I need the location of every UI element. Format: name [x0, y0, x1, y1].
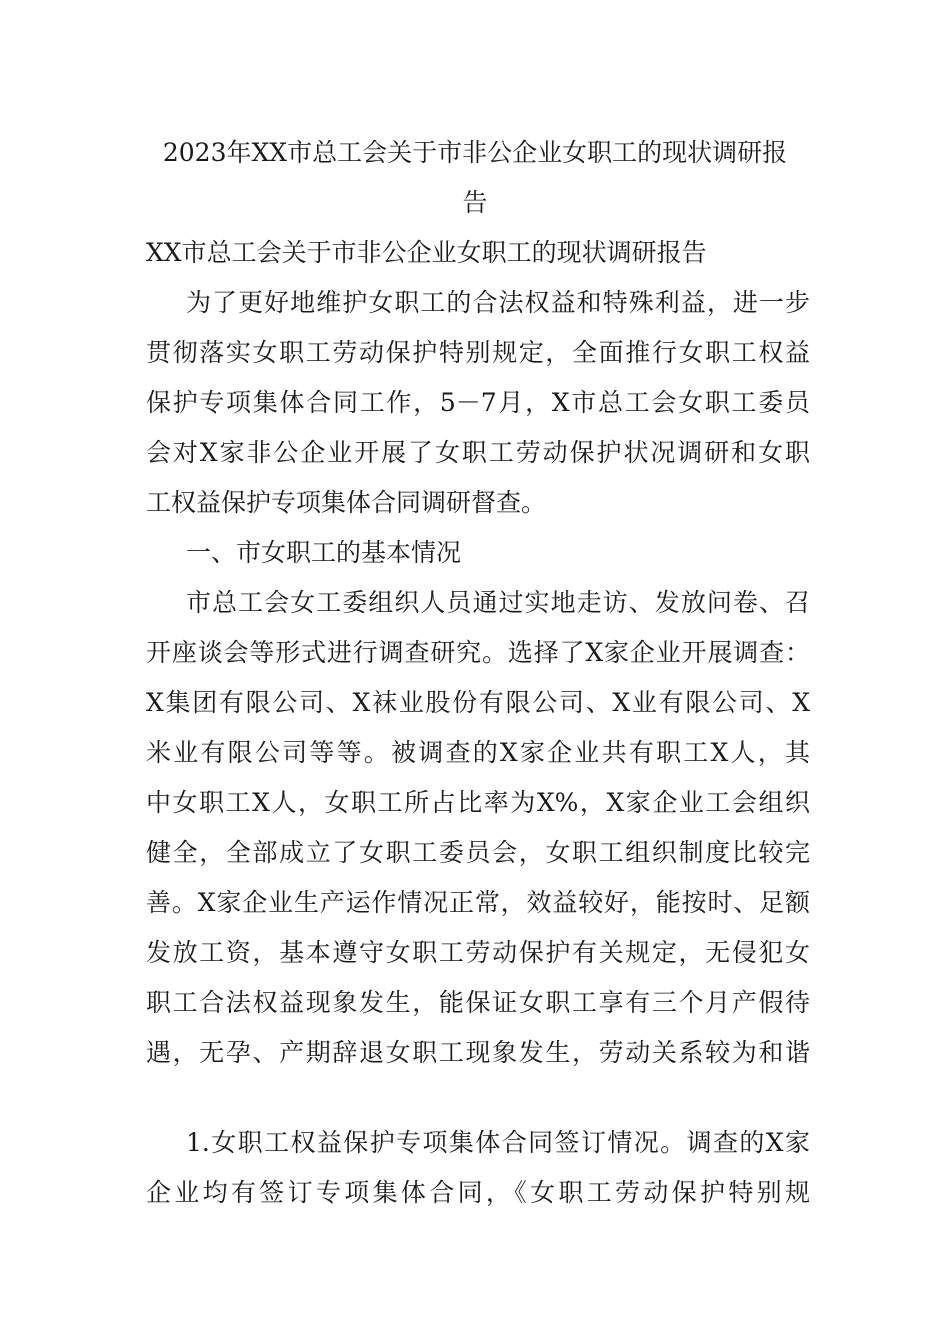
paragraph-1-line-5: 工权益保护专项集体合同调研督查。: [146, 488, 547, 517]
document-title: [120, 128, 830, 228]
paragraph-2-line-9: 职工合法权益现象发生，能保证女职工享有三个月产假待: [146, 988, 810, 1017]
paragraph-1-line-4: 会对X家非公企业开展了女职工劳动保护状况调研和女职: [146, 438, 810, 467]
title-line-1: 2023年XX市总工会关于市非公企业女职工的现状调研报: [162, 138, 788, 167]
paragraph-2-line-3: X集团有限公司、X袜业股份有限公司、X业有限公司、X: [146, 688, 810, 717]
paragraph-2-line-2: 开座谈会等形式进行调查研究。选择了X家企业开展调查：: [146, 638, 810, 667]
paragraph-2-line-1: 市总工会女工委组织人员通过实地走访、发放问卷、召: [186, 588, 810, 617]
paragraph-3-line-1: 1.女职工权益保护专项集体合同签订情况。调查的X家: [186, 1128, 810, 1157]
paragraph-2-line-5: 中女职工X人，女职工所占比率为X%，X家企业工会组织: [146, 788, 810, 817]
paragraph-1-line-3: 保护专项集体合同工作，5－7月，X市总工会女职工委员: [146, 388, 810, 417]
paragraph-1-line-2: 贯彻落实女职工劳动保护特别规定，全面推行女职工权益: [146, 338, 810, 367]
paragraph-2-line-10: 遇，无孕、产期辞退女职工现象发生，劳动关系较为和谐: [146, 1038, 810, 1067]
paragraph-2-line-6: 健全，全部成立了女职工委员会，女职工组织制度比较完: [146, 838, 810, 867]
paragraph-2-line-4: 米业有限公司等等。被调查的X家企业共有职工X人，其: [146, 738, 810, 767]
paragraph-1-line-1: 为了更好地维护女职工的合法权益和特殊利益，进一步: [186, 288, 810, 317]
document-subtitle: XX市总工会关于市非公企业女职工的现状调研报告: [146, 238, 707, 267]
section-heading-1: 一、市女职工的基本情况: [186, 538, 462, 567]
paragraph-2-line-8: 发放工资，基本遵守女职工劳动保护有关规定，无侵犯女: [146, 938, 810, 967]
title-line-2: 告: [462, 188, 488, 217]
paragraph-2-line-7: 善。X家企业生产运作情况正常，效益较好，能按时、足额: [146, 888, 810, 917]
paragraph-3-line-2: 企业均有签订专项集体合同，《女职工劳动保护特别规: [146, 1178, 810, 1207]
